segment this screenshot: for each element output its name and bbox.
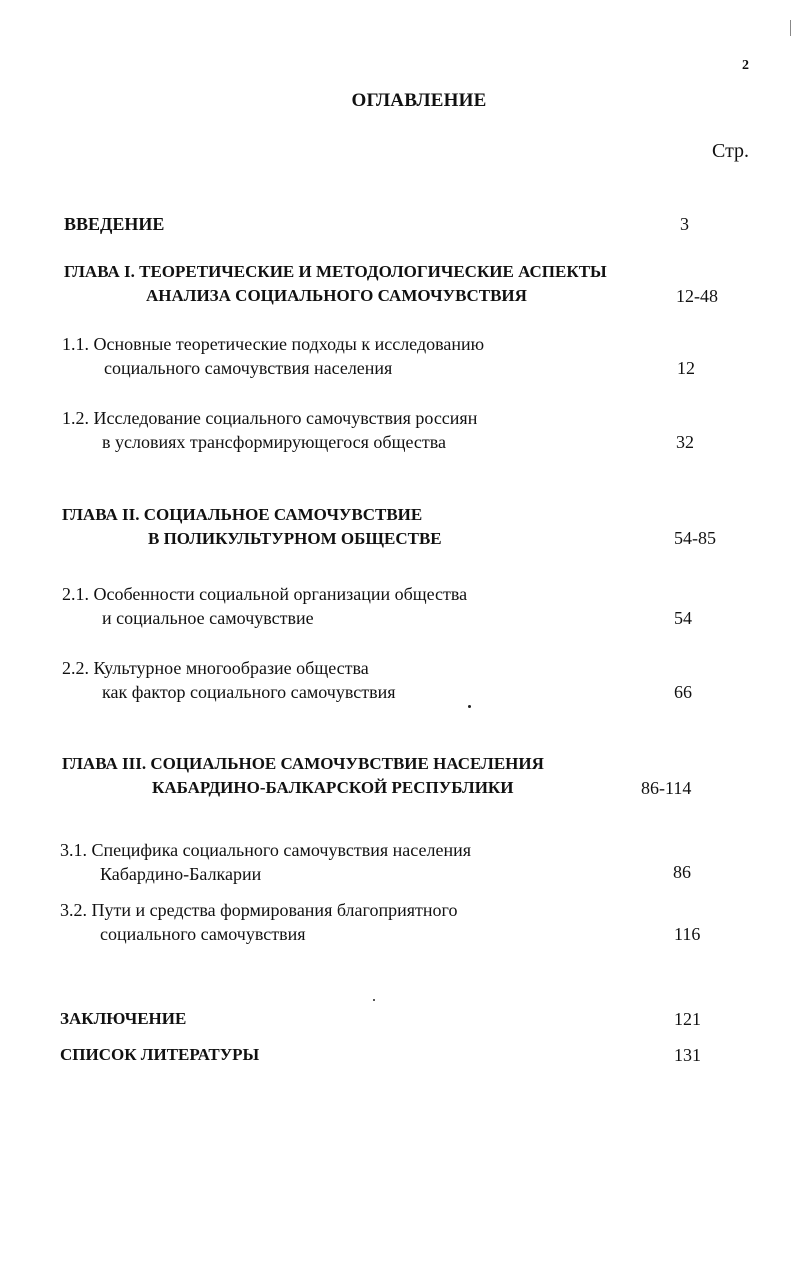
toc-references-label: СПИСОК ЛИТЕРАТУРЫ [60, 1045, 260, 1064]
toc-section-1-1-line1: 1.1. Основные теоретические подходы к исследованию [62, 334, 485, 354]
page-number: 2 [742, 58, 749, 73]
toc-section-3-2-line1: 3.2. Пути и средства формирования благоприятного [60, 900, 458, 920]
scan-speck [373, 999, 375, 1001]
toc-section-1-1-page: 12 [677, 358, 695, 378]
scan-speck [468, 705, 471, 708]
toc-intro-page: 3 [680, 214, 689, 234]
toc-section-3-1 [60, 838, 471, 886]
toc-chapter-1-page: 12-48 [676, 286, 718, 306]
toc-section-2-1-page: 54 [674, 608, 692, 628]
toc-section-1-1-line2: социального самочувствия населения [104, 358, 393, 378]
toc-conclusion-page: 121 [674, 1009, 701, 1029]
toc-chapter-2-line1: ГЛАВА II. СОЦИАЛЬНОЕ САМОЧУВСТВИЕ [62, 505, 423, 524]
toc-chapter-3-line2: КАБАРДИНО-БАЛКАРСКОЙ РЕСПУБЛИКИ [152, 778, 514, 797]
page-column-label: Стр. [712, 140, 750, 162]
toc-references [60, 1043, 259, 1067]
toc-chapter-1-line2: АНАЛИЗА СОЦИАЛЬНОГО САМОЧУВСТВИЯ [146, 286, 527, 305]
toc-section-3-1-page: 86 [673, 862, 691, 882]
toc-references-page: 131 [674, 1045, 701, 1065]
toc-chapter-3-line1: ГЛАВА III. СОЦИАЛЬНОЕ САМОЧУВСТВИЕ НАСЕЛЕНИЯ [62, 754, 544, 773]
toc-section-2-2 [62, 656, 396, 704]
toc-section-3-2 [60, 898, 457, 946]
toc-chapter-1-line1: ГЛАВА I. ТЕОРЕТИЧЕСКИЕ И МЕТОДОЛОГИЧЕСКИЕ АСПЕКТЫ [64, 262, 607, 281]
toc-section-3-2-line2: социального самочувствия [100, 924, 306, 944]
toc-section-2-2-page: 66 [674, 682, 692, 702]
toc-chapter-2 [62, 503, 442, 551]
toc-section-1-1 [62, 332, 484, 380]
toc-section-1-2-line1: 1.2. Исследование социального самочувствия россиян [62, 408, 478, 428]
toc-section-2-1-line1: 2.1. Особенности социальной организации общества [62, 584, 468, 604]
toc-section-3-1-line1: 3.1. Специфика социального самочувствия населения [60, 840, 471, 860]
toc-chapter-2-line2: В ПОЛИКУЛЬТУРНОМ ОБЩЕСТВЕ [148, 529, 442, 548]
toc-chapter-3 [62, 752, 544, 800]
toc-intro-label: ВВЕДЕНИЕ [64, 214, 165, 234]
toc-section-2-1 [62, 582, 467, 630]
toc-chapter-3-page: 86-114 [641, 778, 692, 798]
toc-section-3-2-page: 116 [674, 924, 701, 944]
toc-conclusion-label: ЗАКЛЮЧЕНИЕ [60, 1009, 187, 1028]
toc-section-1-2 [62, 406, 477, 454]
toc-chapter-1 [64, 260, 607, 308]
toc-conclusion [60, 1007, 186, 1031]
toc-intro [64, 212, 164, 236]
toc-section-2-2-line2: как фактор социального самочувствия [102, 682, 396, 702]
toc-section-1-2-line2: в условиях трансформирующегося общества [102, 432, 446, 452]
scan-edge-mark [790, 20, 791, 36]
toc-section-1-2-page: 32 [676, 432, 694, 452]
toc-section-3-1-line2: Кабардино-Балкарии [100, 864, 262, 884]
toc-section-2-1-line2: и социальное самочувствие [102, 608, 314, 628]
toc-chapter-2-page: 54-85 [674, 528, 716, 548]
toc-section-2-2-line1: 2.2. Культурное многообразие общества [62, 658, 369, 678]
page-title: ОГЛАВЛЕНИЕ [351, 90, 487, 111]
